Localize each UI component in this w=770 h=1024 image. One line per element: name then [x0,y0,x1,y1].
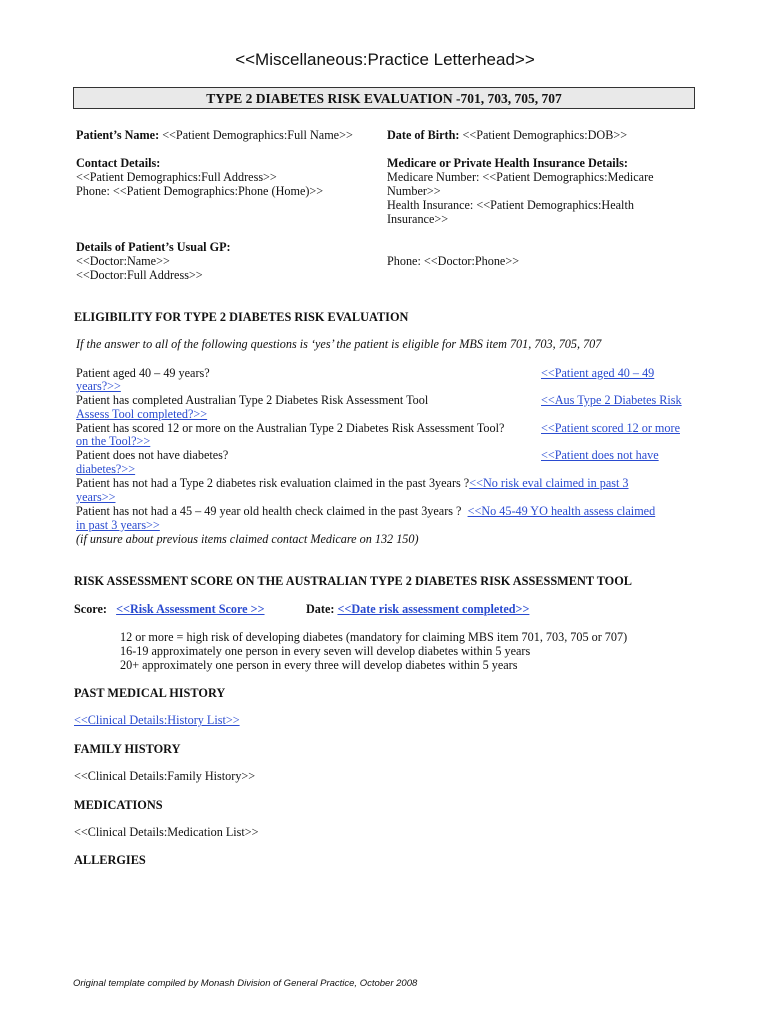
eligibility-answer-5-cont[interactable]: years>> [76,490,116,504]
dob-value: <<Patient Demographics:DOB>> [462,128,628,142]
eligibility-answer-1-cont[interactable]: years?>> [76,379,121,393]
patient-phone: Phone: <<Patient Demographics:Phone (Home)>> [76,184,324,198]
eligibility-question-5: Patient has not had a Type 2 diabetes risk evaluation claimed in the past 3years ? [76,476,470,490]
practice-letterhead: <<Miscellaneous:Practice Letterhead>> [235,50,535,69]
date-label: Date: [306,602,335,616]
eligibility-answer-2[interactable]: <<Aus Type 2 Diabetes Risk [541,393,682,407]
gp-phone: Phone: <<Doctor:Phone>> [387,254,520,268]
eligibility-question-4: Patient does not have diabetes? [76,448,229,462]
family-history-value: <<Clinical Details:Family History>> [74,769,256,783]
form-title: TYPE 2 DIABETES RISK EVALUATION -701, 703, 705, 707 [73,87,695,109]
past-medical-history-heading: PAST MEDICAL HISTORY [74,686,226,700]
eligibility-question-5-row [76,476,694,490]
family-history-heading: FAMILY HISTORY [74,742,181,756]
health-insurance-line1: Health Insurance: <<Patient Demographics:Health [387,198,634,212]
eligibility-question-6-row [76,504,698,518]
eligibility-answer-6[interactable]: <<No 45-49 YO health assess claimed [467,504,656,518]
medication-list-value: <<Clinical Details:Medication List>> [74,825,259,839]
eligibility-answer-2-cont[interactable]: Assess Tool completed?>> [76,407,208,421]
dob-row [387,128,627,142]
eligibility-answer-4-cont[interactable]: diabetes?>> [76,462,136,476]
gp-address: <<Doctor:Full Address>> [76,268,203,282]
medications-heading: MEDICATIONS [74,798,163,812]
history-list-value[interactable]: <<Clinical Details:History List>> [74,713,240,727]
medicare-number-line2: Number>> [387,184,441,198]
eligibility-question-6: Patient has not had a 45 – 49 year old health check claimed in the past 3years ? [76,504,462,518]
eligibility-question-2: Patient has completed Australian Type 2 Diabetes Risk Assessment Tool [76,393,429,407]
gp-label: Details of Patient’s Usual GP: [76,240,231,254]
eligibility-answer-3[interactable]: <<Patient scored 12 or more [541,421,680,435]
patient-address: <<Patient Demographics:Full Address>> [76,170,277,184]
eligibility-answer-1[interactable]: <<Patient aged 40 – 49 [541,366,655,380]
medicare-number-line1: Medicare Number: <<Patient Demographics:Medicare [387,170,654,184]
eligibility-intro: If the answer to all of the following questions is ‘yes’ the patient is eligible for MBS item 701, 703, 705, 707 [76,337,602,351]
eligibility-heading: ELIGIBILITY FOR TYPE 2 DIABETES RISK EVALUATION [74,310,409,324]
gp-name: <<Doctor:Name>> [76,254,170,268]
risk-legend-2: 16-19 approximately one person in every seven will develop diabetes within 5 years [120,644,531,658]
eligibility-answer-6-cont[interactable]: in past 3 years>> [76,518,160,532]
assessment-date-value[interactable]: <<Date risk assessment completed>> [337,602,530,616]
contact-details-label: Contact Details: [76,156,161,170]
eligibility-answer-4[interactable]: <<Patient does not have [541,448,659,462]
patient-name-label: Patient’s Name: [76,128,160,142]
eligibility-question-3: Patient has scored 12 or more on the Australian Type 2 Diabetes Risk Assessment Tool? [76,421,505,435]
risk-legend-1: 12 or more = high risk of developing diabetes (mandatory for claiming MBS item 701, 703, 705 or 707) [120,630,628,644]
health-insurance-line2: Insurance>> [387,212,449,226]
risk-legend-3: 20+ approximately one person in every three will develop diabetes within 5 years [120,658,518,672]
dob-label: Date of Birth: [387,128,460,142]
eligibility-question-1: Patient aged 40 – 49 years? [76,366,210,380]
risk-score-value[interactable]: <<Risk Assessment Score >> [116,602,265,616]
allergies-heading: ALLERGIES [74,853,146,867]
eligibility-answer-5[interactable]: <<No risk eval claimed in past 3 [469,476,629,490]
template-footer: Original template compiled by Monash Division of General Practice, October 2008 [73,978,418,989]
medicare-contact-note: (if unsure about previous items claimed contact Medicare on 132 150) [76,532,419,546]
patient-name-row [76,128,353,142]
score-row [74,602,265,617]
patient-name-value: <<Patient Demographics:Full Name>> [162,128,353,142]
date-row [306,602,529,617]
risk-assessment-heading: RISK ASSESSMENT SCORE ON THE AUSTRALIAN TYPE 2 DIABETES RISK ASSESSMENT TOOL [74,574,633,588]
eligibility-answer-3-cont[interactable]: on the Tool?>> [76,434,151,448]
score-label: Score: [74,602,107,616]
insurance-label: Medicare or Private Health Insurance Details: [387,156,628,170]
